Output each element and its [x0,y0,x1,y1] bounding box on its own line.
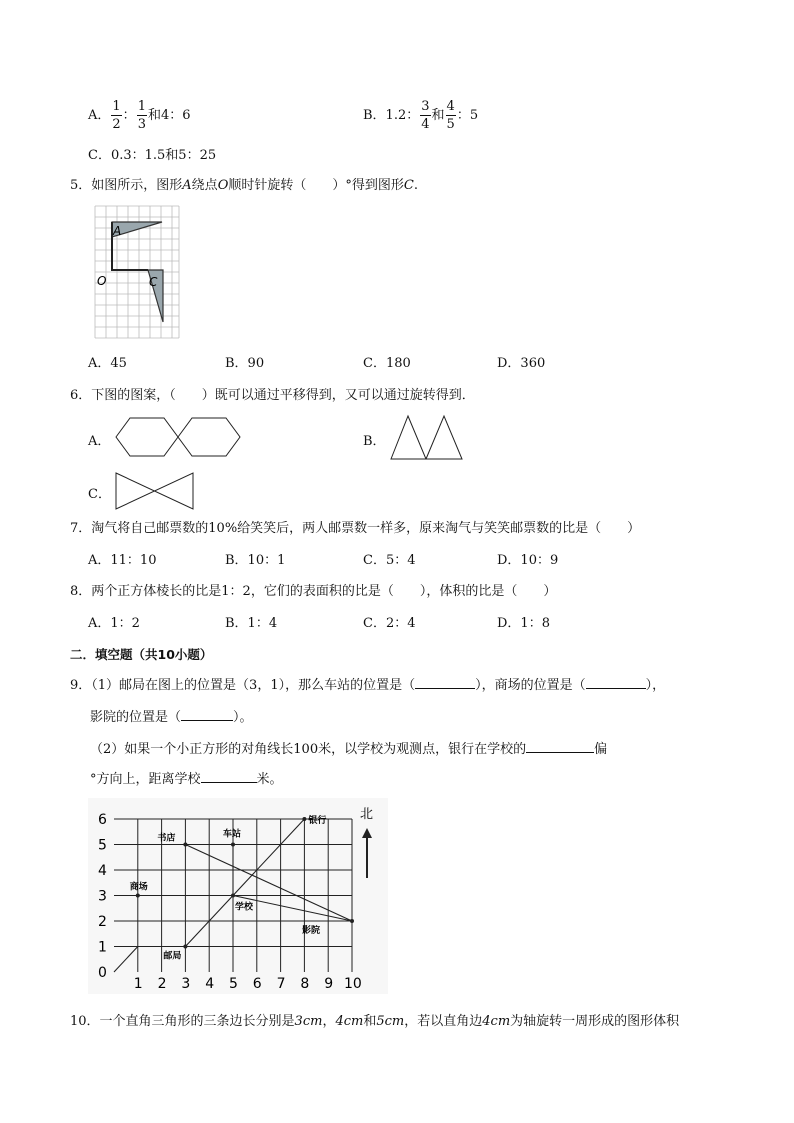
label-o: O [97,274,107,288]
rotation-figure [92,204,182,342]
place-dot [183,843,187,847]
triangle [391,416,426,459]
q8-question: 8．两个正方体棱长的比是1：2，它们的表面积的比是（ ），体积的比是（ ） [70,584,557,599]
q5-question: 5．如图所示，图形A绕点O顺时针旋转（ ）°得到图形C. [70,178,418,193]
place-dot [302,817,306,821]
hexagon [178,418,240,456]
bowtie [116,473,193,509]
place-label: 邮局 [163,951,182,962]
x-tick-label: 10 [344,976,362,992]
place-dot [231,894,235,898]
q7-option-d: D．10：9 [497,553,559,568]
fraction: $\frac{1}{2}$ [112,99,121,132]
fraction: $\frac{4}{5}$ [446,99,455,132]
place-dot [136,894,140,898]
double-triangle-figure [388,412,466,462]
q8-option-c: C．2：4 [363,616,416,631]
y-tick-label: 0 [98,965,107,981]
hexagon [116,418,178,456]
x-tick-label: 3 [181,976,191,992]
fraction: $\frac{1}{3}$ [137,99,146,132]
answer-blank[interactable] [201,770,257,783]
q7-question: 7．淘气将自己邮票数的10%给笑笑后，两人邮票数一样多，原来淘气与笑笑邮票数的比是（ ） [70,521,641,536]
q5-option-a: A．45 [88,356,127,371]
q10-question: 10．一个直角三角形的三条边长分别是3cm，4cm和5cm，若以直角边4cm为轴旋转一周形成的图形体积 [70,1014,680,1029]
q4-option-b: B．1.2： $\frac{3}{4}$ 和 $\frac{4}{5}$ ：5 [363,99,479,132]
fraction: $\frac{3}{4}$ [421,99,430,132]
q8-option-d: D．1：8 [497,616,550,631]
place-label: 书店 [157,833,176,844]
answer-blank[interactable] [526,740,594,753]
q9-line4: °方向上，距离学校 米。 [90,772,283,787]
place-dot [350,919,354,923]
x-tick-label: 4 [205,976,215,992]
q7-option-c: C．5：4 [363,553,416,568]
x-tick-label: 6 [252,976,262,992]
answer-blank[interactable] [415,676,475,689]
q6-option-c-label: C． [88,487,111,502]
q7-option-a: A．11：10 [88,553,157,568]
q6-option-a-label: A． [88,434,111,449]
label-c: C [149,275,158,289]
q5-option-c: C．180 [363,356,411,371]
q6-option-b-label: B． [363,434,386,449]
x-tick-label: 7 [276,976,286,992]
q6-question: 6．下图的图案，（ ）既可以通过平移得到，又可以通过旋转得到． [70,388,475,403]
place-label: 车站 [223,829,242,840]
q5-option-b: B．90 [225,356,265,371]
q4-option-a: A． $\frac{1}{2}$ ： $\frac{1}{3}$ 和4：6 [88,99,191,132]
section-title: 二．填空题（共10小题） [70,647,213,662]
q9-line1: 9．（1）邮局在图上的位置是（3，1），那么车站的位置是（ ），商场的位置是（ ）， [70,678,666,693]
triangle [426,416,462,459]
bowtie-figure [113,470,197,512]
q4-option-c: C．0.3：1.5和5：25 [88,148,217,163]
q7-option-b: B．10：1 [225,553,286,568]
y-tick-label: 1 [98,939,107,956]
double-hexagon-figure [112,414,244,462]
place-label: 影院 [302,926,321,936]
q8-option-a: A．1：2 [88,616,140,631]
answer-blank[interactable] [586,676,646,689]
position-map [88,798,388,994]
q9-line2: 影院的位置是（ ）。 [90,710,253,725]
y-tick-label: 4 [98,863,107,879]
north-label: 北 [360,807,374,822]
y-tick-label: 6 [98,812,107,828]
answer-blank[interactable] [181,708,233,721]
place-label: 银行 [308,816,327,826]
place-dot [183,945,187,949]
place-label: 商场 [129,882,148,893]
x-tick-label: 9 [324,976,334,992]
x-tick-label: 8 [300,976,310,992]
place-label: 学校 [235,902,254,913]
x-tick-label: 5 [229,976,238,992]
x-tick-label: 2 [157,976,167,992]
q5-option-d: D．360 [497,356,546,371]
q9-line3: （2）如果一个小正方形的对角线长100米，以学校为观测点，银行在学校的 偏 [90,742,608,757]
label-a: A [113,224,122,238]
q8-option-b: B．1：4 [225,616,278,631]
y-tick-label: 5 [98,837,107,854]
y-tick-label: 3 [98,888,107,905]
y-tick-label: 2 [98,914,107,930]
place-dot [231,843,235,847]
x-tick-label: 1 [133,976,143,992]
